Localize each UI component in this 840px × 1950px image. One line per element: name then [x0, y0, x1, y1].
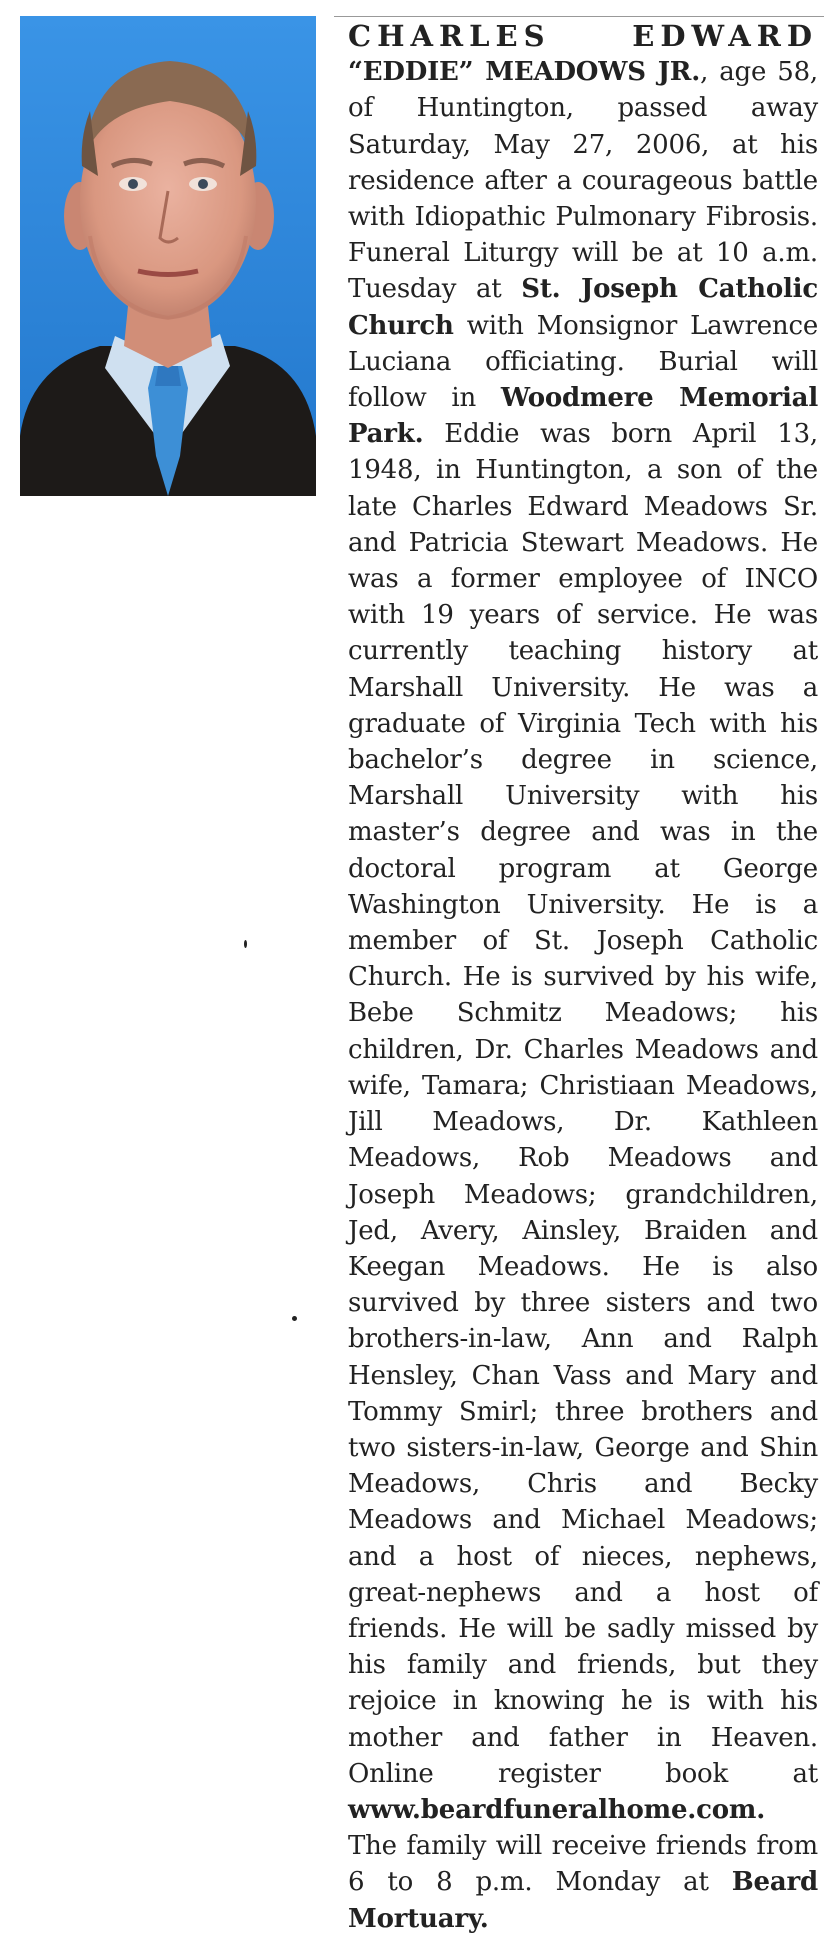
scan-speck [292, 1316, 297, 1321]
obituary-text [348, 18, 818, 1937]
obituary-body [348, 18, 818, 1937]
portrait-photo [20, 16, 316, 496]
website-link: www.beardfuneralhome.com. [348, 1794, 766, 1825]
body-text-2: with Monsignor Lawrence Luciana officiating. Burial will follow in [348, 310, 818, 414]
name-nickname: “EDDIE” MEADOWS JR. [348, 57, 701, 88]
scan-speck [244, 940, 247, 948]
cemetery-name: Woodmere Memorial Park. [348, 383, 818, 450]
body-text-4: The family will receive friends from 6 to 8 p.m. Monday at [348, 1831, 818, 1898]
name-headline: CHARLES EDWARD [348, 19, 818, 53]
body-text-3: Eddie was born April 13, 1948, in Huntington, a son of the late Charles Edward Meadows Sr. and Patricia Stewart Meadows. He was a former employee of INCO with 19 years of service. He was currently teaching history at Marshall University. He was a graduate of Virginia Tech with his bachelor’s degree in science, Marshall University with his master’s degree and was in the doctoral program at George Washington University. He is a member of St. Joseph Catholic Church. He is survived by his wife, Bebe Schmitz Meadows; his children, Dr. Charles Meadows and wife, Tamara; Christiaan Meadows, Jill Meadows, Dr. Kathleen Meadows, Rob Meadows and Joseph Meadows; grandchildren, Jed, Avery, Ainsley, Braiden and Keegan Meadows. He is also survived by three sisters and two brothers-in-law, Ann and Ralph Hensley, Chan Vass and Mary and Tommy Smirl; three brothers and two sisters-in-law, George and Shin Meadows, Chris and Becky Meadows and Michael Meadows; and a host of nieces, nephews, great-nephews and a host of friends. He will be sadly missed by his family and friends, but they rejoice in knowing he is with his mother and father in Heaven. Online register book at [348, 419, 818, 1789]
body-text-1: , age 58, of Huntington, passed away Saturday, May 27, 2006, at his residence after a courageous battle with Idiopathic Pulmonary Fibrosis. Funeral Liturgy will be at 10 a.m. Tuesday at [348, 57, 818, 305]
church-name: St. Joseph Catholic Church [348, 274, 818, 341]
top-rule [334, 16, 824, 17]
mortuary-name: Beard Mortuary. [348, 1867, 818, 1934]
